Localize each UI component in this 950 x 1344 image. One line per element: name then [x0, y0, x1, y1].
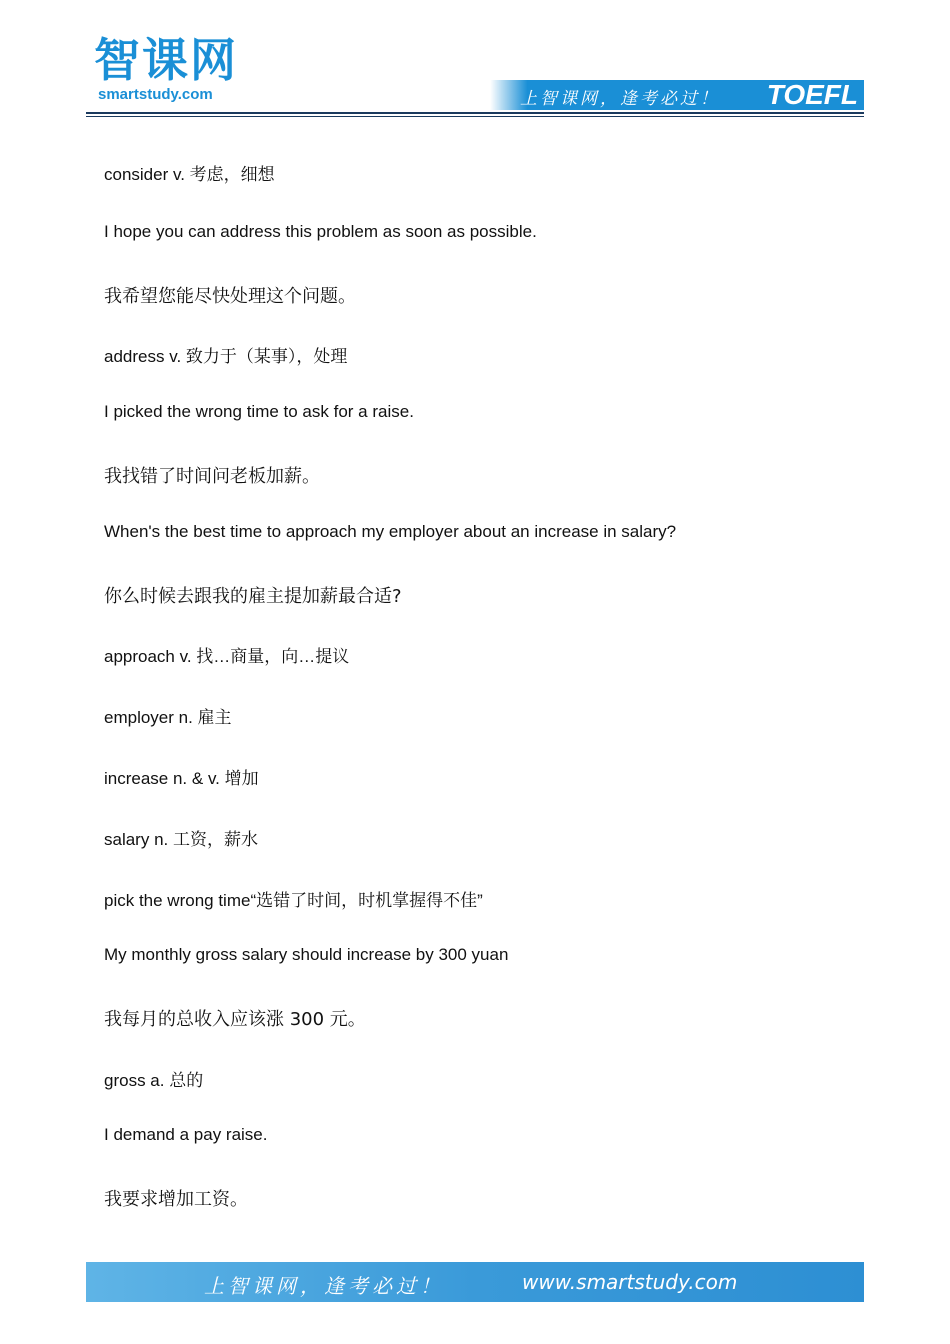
text-line: salary n. 工资，薪水: [104, 830, 258, 849]
logo-chinese: 智课网: [94, 33, 238, 87]
text-line: When's the best time to approach my employer about an increase in salary?: [104, 522, 677, 541]
text-line: increase n. & v. 增加: [104, 769, 259, 788]
header-slogan: 上智课网，逢考必过！: [520, 89, 720, 109]
text-line: gross a. 总的: [104, 1071, 204, 1090]
text-line: pick the wrong time“选错了时间，时机掌握得不佳”: [104, 891, 483, 910]
text-line: 我希望您能尽快处理这个问题。: [104, 286, 356, 307]
text-line: I picked the wrong time to ask for a raise.: [104, 402, 414, 421]
footer-url: www.smartstudy.com: [522, 1270, 738, 1294]
page-header: [86, 28, 864, 118]
footer-slogan: 上智课网，逢考必过！: [204, 1274, 444, 1298]
text-line: employer n. 雇主: [104, 708, 232, 727]
text-line: 我每月的总收入应该涨 300 元。: [104, 1009, 366, 1030]
text-line: 我要求增加工资。: [104, 1189, 248, 1210]
text-line: I hope you can address this problem as soon as possible.: [104, 222, 537, 241]
text-line: I demand a pay raise.: [104, 1125, 268, 1144]
header-rule: [86, 112, 864, 114]
logo-url: smartstudy.com: [98, 86, 213, 103]
page-footer: [86, 1262, 864, 1302]
text-line: address v. 致力于（某事），处理: [104, 347, 348, 366]
header-banner: [490, 80, 864, 110]
text-line: 我找错了时间问老板加薪。: [104, 466, 320, 487]
text-line: 你么时候去跟我的雇主提加薪最合适?: [104, 586, 402, 607]
exam-label: TOEFL: [766, 79, 858, 110]
text-line: consider v. 考虑，细想: [104, 165, 275, 184]
text-line: approach v. 找…商量，向…提议: [104, 647, 350, 666]
header-rule-thin: [86, 116, 864, 117]
text-line: My monthly gross salary should increase by 300 yuan: [104, 945, 509, 964]
